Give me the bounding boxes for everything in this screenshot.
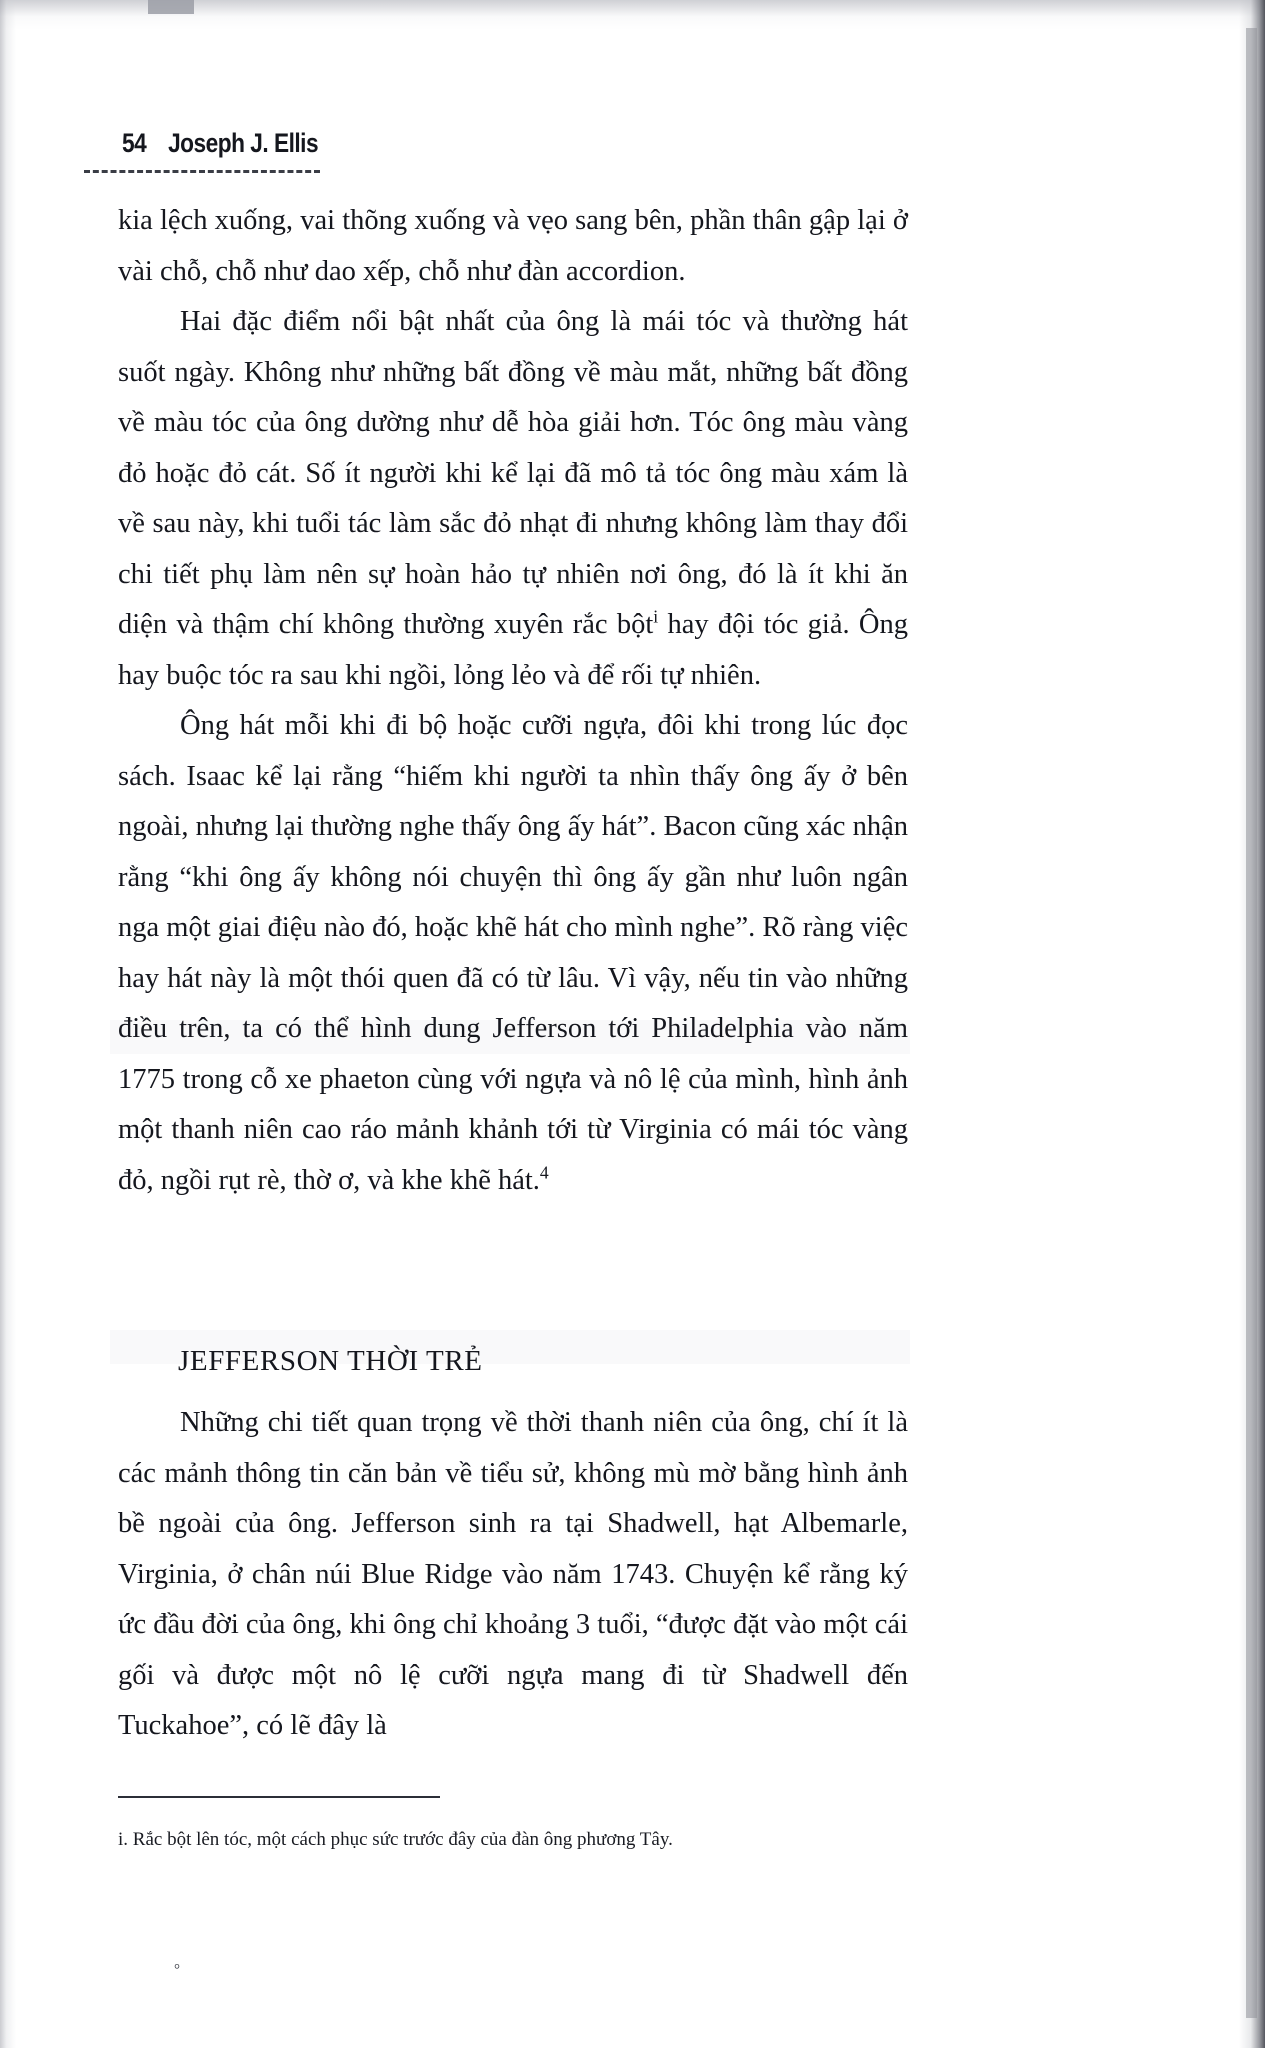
- body-text-column: [118, 196, 908, 1206]
- page-number: 54: [122, 128, 147, 158]
- paragraph-2-text-continued: hay đội tóc giả. Ông hay buộc tóc ra sau khi ngồi, lỏng lẻo và để rối tự nhiên.: [118, 609, 908, 691]
- paragraph-2-text: Hai đặc điểm nổi bật nhất của ông là mái tóc và thường hát suốt ngày. Không như những bất đồng về màu mắt, những bất đồng về màu tóc của ông dường như dễ hòa giải hơn. Tóc ông màu vàng đỏ hoặc đỏ cát. Số ít người khi kể lại đã mô tả tóc ông màu xám là về sau này, khi tuổi tác làm sắc đỏ nhạt đi nhưng không làm thay đổi chi tiết phụ làm nên sự hoàn hảo tự nhiên nơi ông, đó là ít khi ăn diện và thậm chí không thường xuyên rắc bột: [118, 306, 908, 640]
- paragraph-4: Những chi tiết quan trọng về thời thanh niên của ông, chí ít là các mảnh thông tin căn bản về tiểu sử, không mù mờ bằng hình ảnh bề ngoài của ông. Jefferson sinh ra tại Shadwell, hạt Albemarle, Virginia, ở chân núi Blue Ridge vào năm 1743. Chuyện kể rằng ký ức đầu đời của ông, khi ông chỉ khoảng 3 tuổi, “được đặt vào một cái gối và được một nô lệ cưỡi ngựa mang đi từ Shadwell đến Tuckahoe”, có lẽ đây là: [118, 1407, 908, 1741]
- running-header: [122, 128, 318, 159]
- footnote-marker-i: i: [653, 606, 659, 627]
- scan-top-notch-artifact: [148, 0, 194, 14]
- footnote-text: i. Rắc bột lên tóc, một cách phục sức trước đây của đàn ông phương Tây.: [118, 1829, 673, 1850]
- scan-top-edge-shadow: [0, 0, 1265, 30]
- footnote-block: [118, 1825, 918, 1855]
- section-body-column: [118, 1398, 908, 1752]
- paragraph-3-text: Ông hát mỗi khi đi bộ hoặc cưỡi ngựa, đôi khi trong lúc đọc sách. Isaac kể lại rằng “hiếm khi người ta nhìn thấy ông ấy ở bên ngoài, nhưng lại thường nghe thấy ông ấy hát”. Bacon cũng xác nhận rằng “khi ông ấy không nói chuyện thì ông ấy gần như luôn ngân nga một giai điệu nào đó, hoặc khẽ hát cho mình nghe”. Rõ ràng việc hay hát này là một thói quen đã có từ lâu. Vì vậy, nếu tin vào những điều trên, ta có thể hình dung Jefferson tới Philadelphia vào năm 1775 trong cỗ xe phaeton cùng với ngựa và nô lệ của mình, hình ảnh một thanh niên cao ráo mảnh khảnh tới từ Virginia có mái tóc vàng đỏ, ngồi rụt rè, thờ ơ, và khe khẽ hát.: [118, 710, 908, 1196]
- paragraph-2: [118, 297, 908, 701]
- book-author-name: Joseph J. Ellis: [168, 128, 319, 158]
- header-dashed-rule: [84, 170, 320, 173]
- paragraph-3: [118, 701, 908, 1206]
- scan-left-edge-shadow: [0, 0, 16, 2048]
- bottom-page-mark: °: [174, 1962, 180, 1978]
- footnote-marker-4: 4: [539, 1162, 549, 1182]
- scan-right-gutter-shadow: [1239, 0, 1265, 2048]
- scan-right-edge-bar: [1246, 28, 1257, 2018]
- paragraph-1-text: kia lệch xuống, vai thõng xuống và vẹo sang bên, phần thân gập lại ở vài chỗ, chỗ như dao xếp, chỗ như đàn accordion.: [118, 205, 908, 287]
- section-heading: JEFFERSON THỜI TRẺ: [178, 1345, 483, 1377]
- footnote-separator-rule: [118, 1796, 440, 1798]
- paragraph-1: [118, 196, 908, 297]
